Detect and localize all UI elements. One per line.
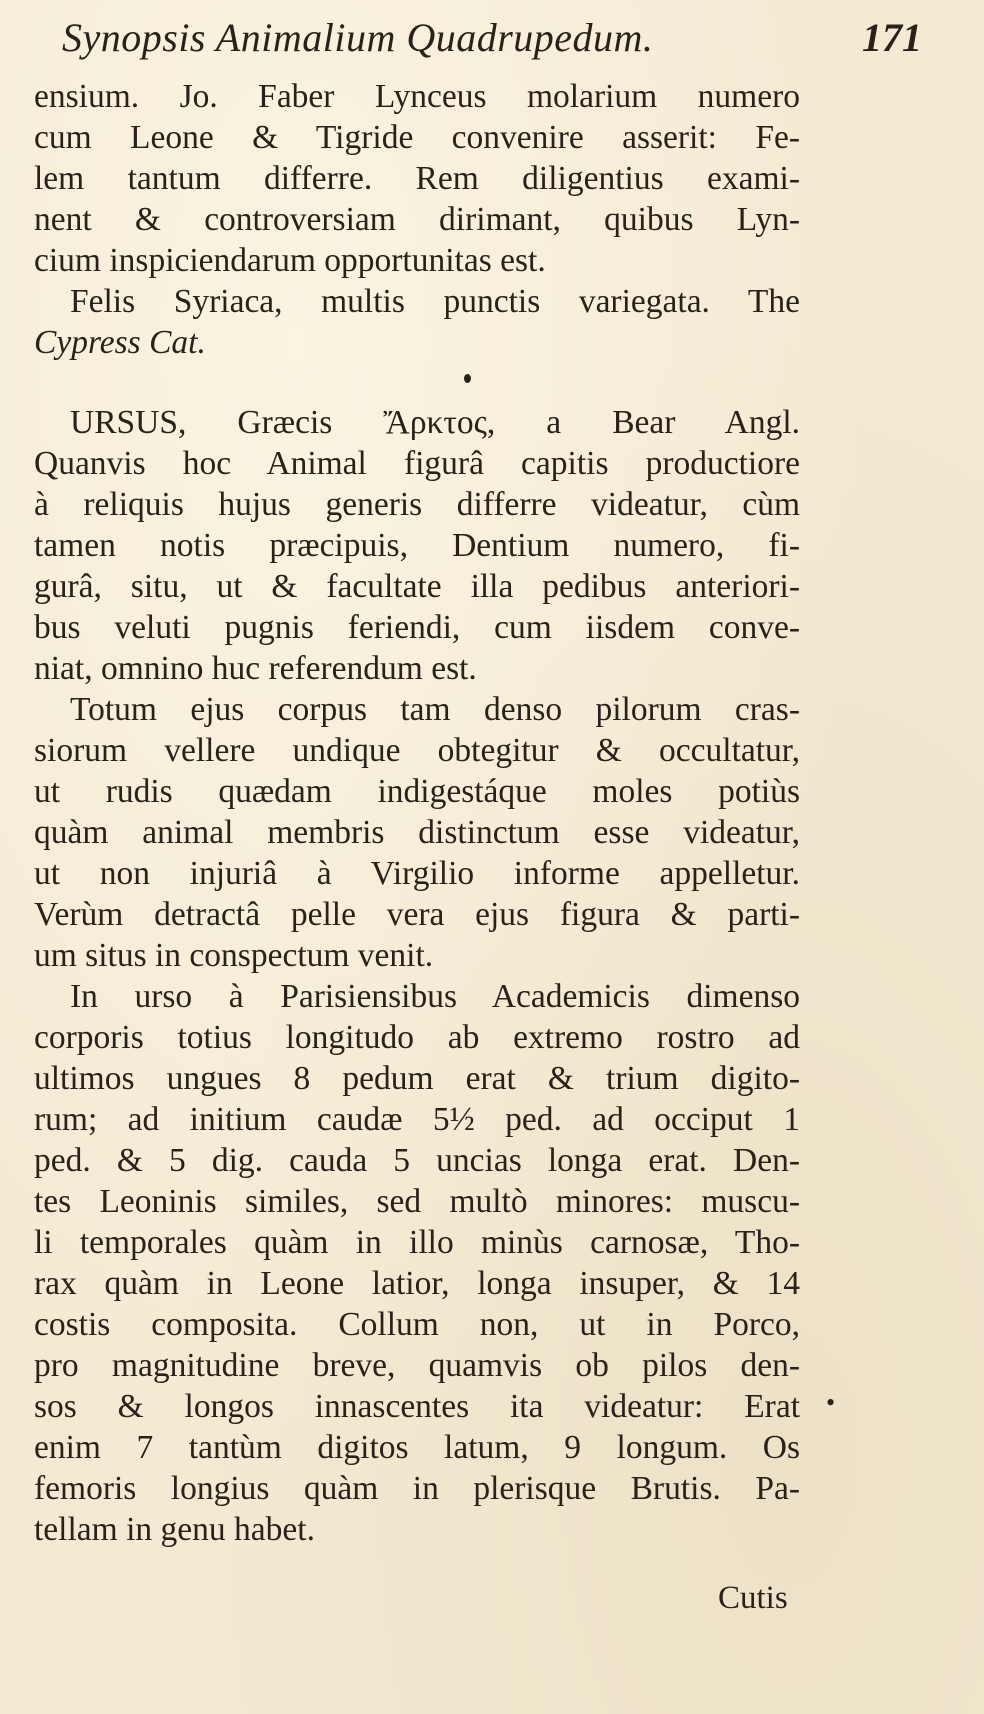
- text-line: Verùm detractâ pelle vera ejus figura & parti-: [34, 896, 800, 933]
- text-line: quàm animal membris distinctum esse videatur,: [34, 814, 800, 851]
- text-line: ultimos ungues 8 pedum erat & trium digito-: [34, 1060, 800, 1097]
- text-line: tellam in genu habet.: [34, 1511, 315, 1548]
- text-line: femoris longius quàm in plerisque Brutis. Pa-: [34, 1470, 800, 1507]
- text-line: sos & longos innascentes ita videatur: Erat: [34, 1388, 800, 1425]
- body-text: [34, 76, 800, 1550]
- text-line: cum Leone & Tigride convenire asserit: Fe-: [34, 119, 800, 156]
- text-line: ut rudis quædam indigestáque moles potiùs: [34, 773, 800, 810]
- text-line: tamen notis præcipuis, Dentium numero, fi-: [34, 527, 800, 564]
- section-gap: [34, 363, 800, 402]
- margin-mark: •: [826, 1388, 836, 1417]
- text-line: ut non injuriâ à Virgilio informe appelletur.: [34, 855, 800, 892]
- text-line: um situs in conspectum venit.: [34, 937, 434, 974]
- text-line: nent & controversiam dirimant, quibus Lyn-: [34, 201, 800, 238]
- text-line: corporis totius longitudo ab extremo rostro ad: [34, 1019, 800, 1056]
- text-line: ensium. Jo. Faber Lynceus molarium numero: [34, 78, 800, 115]
- text-line: costis composita. Collum non, ut in Porco,: [34, 1306, 800, 1343]
- text-line: tes Leoninis similes, sed multò minores: muscu-: [34, 1183, 800, 1220]
- text-line: cium inspiciendarum opportunitas est.: [34, 242, 546, 279]
- text-line: à reliquis hujus generis differre videatur, cùm: [34, 486, 800, 523]
- running-title: Synopsis Animalium Quadrupedum.: [62, 15, 654, 60]
- catchword: Cutis: [718, 1580, 788, 1616]
- text-line: Totum ejus corpus tam denso pilorum cras-: [70, 691, 800, 728]
- text-line: ped. & 5 dig. cauda 5 uncias longa erat. Den-: [34, 1142, 800, 1179]
- page-number: 171: [862, 15, 922, 60]
- text-line: Cypress Cat.: [34, 324, 206, 361]
- text-line: rax quàm in Leone latior, longa insuper, & 14: [34, 1265, 800, 1302]
- page-header: [62, 14, 922, 64]
- text-line: Quanvis hoc Animal figurâ capitis productiore: [34, 445, 800, 482]
- section-heading-line: URSUS, Græcis Ἄρκτος, a Bear Angl.: [70, 404, 800, 441]
- text-line: lem tantum differre. Rem diligentius exami-: [34, 160, 800, 197]
- text-line: gurâ, situ, ut & facultate illa pedibus anteriori-: [34, 568, 800, 605]
- text-line: rum; ad initium caudæ 5½ ped. ad occiput 1: [34, 1101, 800, 1138]
- text-line: pro magnitudine breve, quamvis ob pilos den-: [34, 1347, 800, 1384]
- text-line: In urso à Parisiensibus Academicis dimenso: [70, 978, 800, 1015]
- section-ornament: [464, 374, 471, 383]
- text-line: siorum vellere undique obtegitur & occultatur,: [34, 732, 800, 769]
- text-line: enim 7 tantùm digitos latum, 9 longum. Os: [34, 1429, 800, 1466]
- text-line: Felis Syriaca, multis punctis variegata. The: [70, 283, 800, 320]
- text-line: niat, omnino huc referendum est.: [34, 650, 477, 687]
- text-line: li temporales quàm in illo minùs carnosæ, Tho-: [34, 1224, 800, 1261]
- text-line: bus veluti pugnis feriendi, cum iisdem conve-: [34, 609, 800, 646]
